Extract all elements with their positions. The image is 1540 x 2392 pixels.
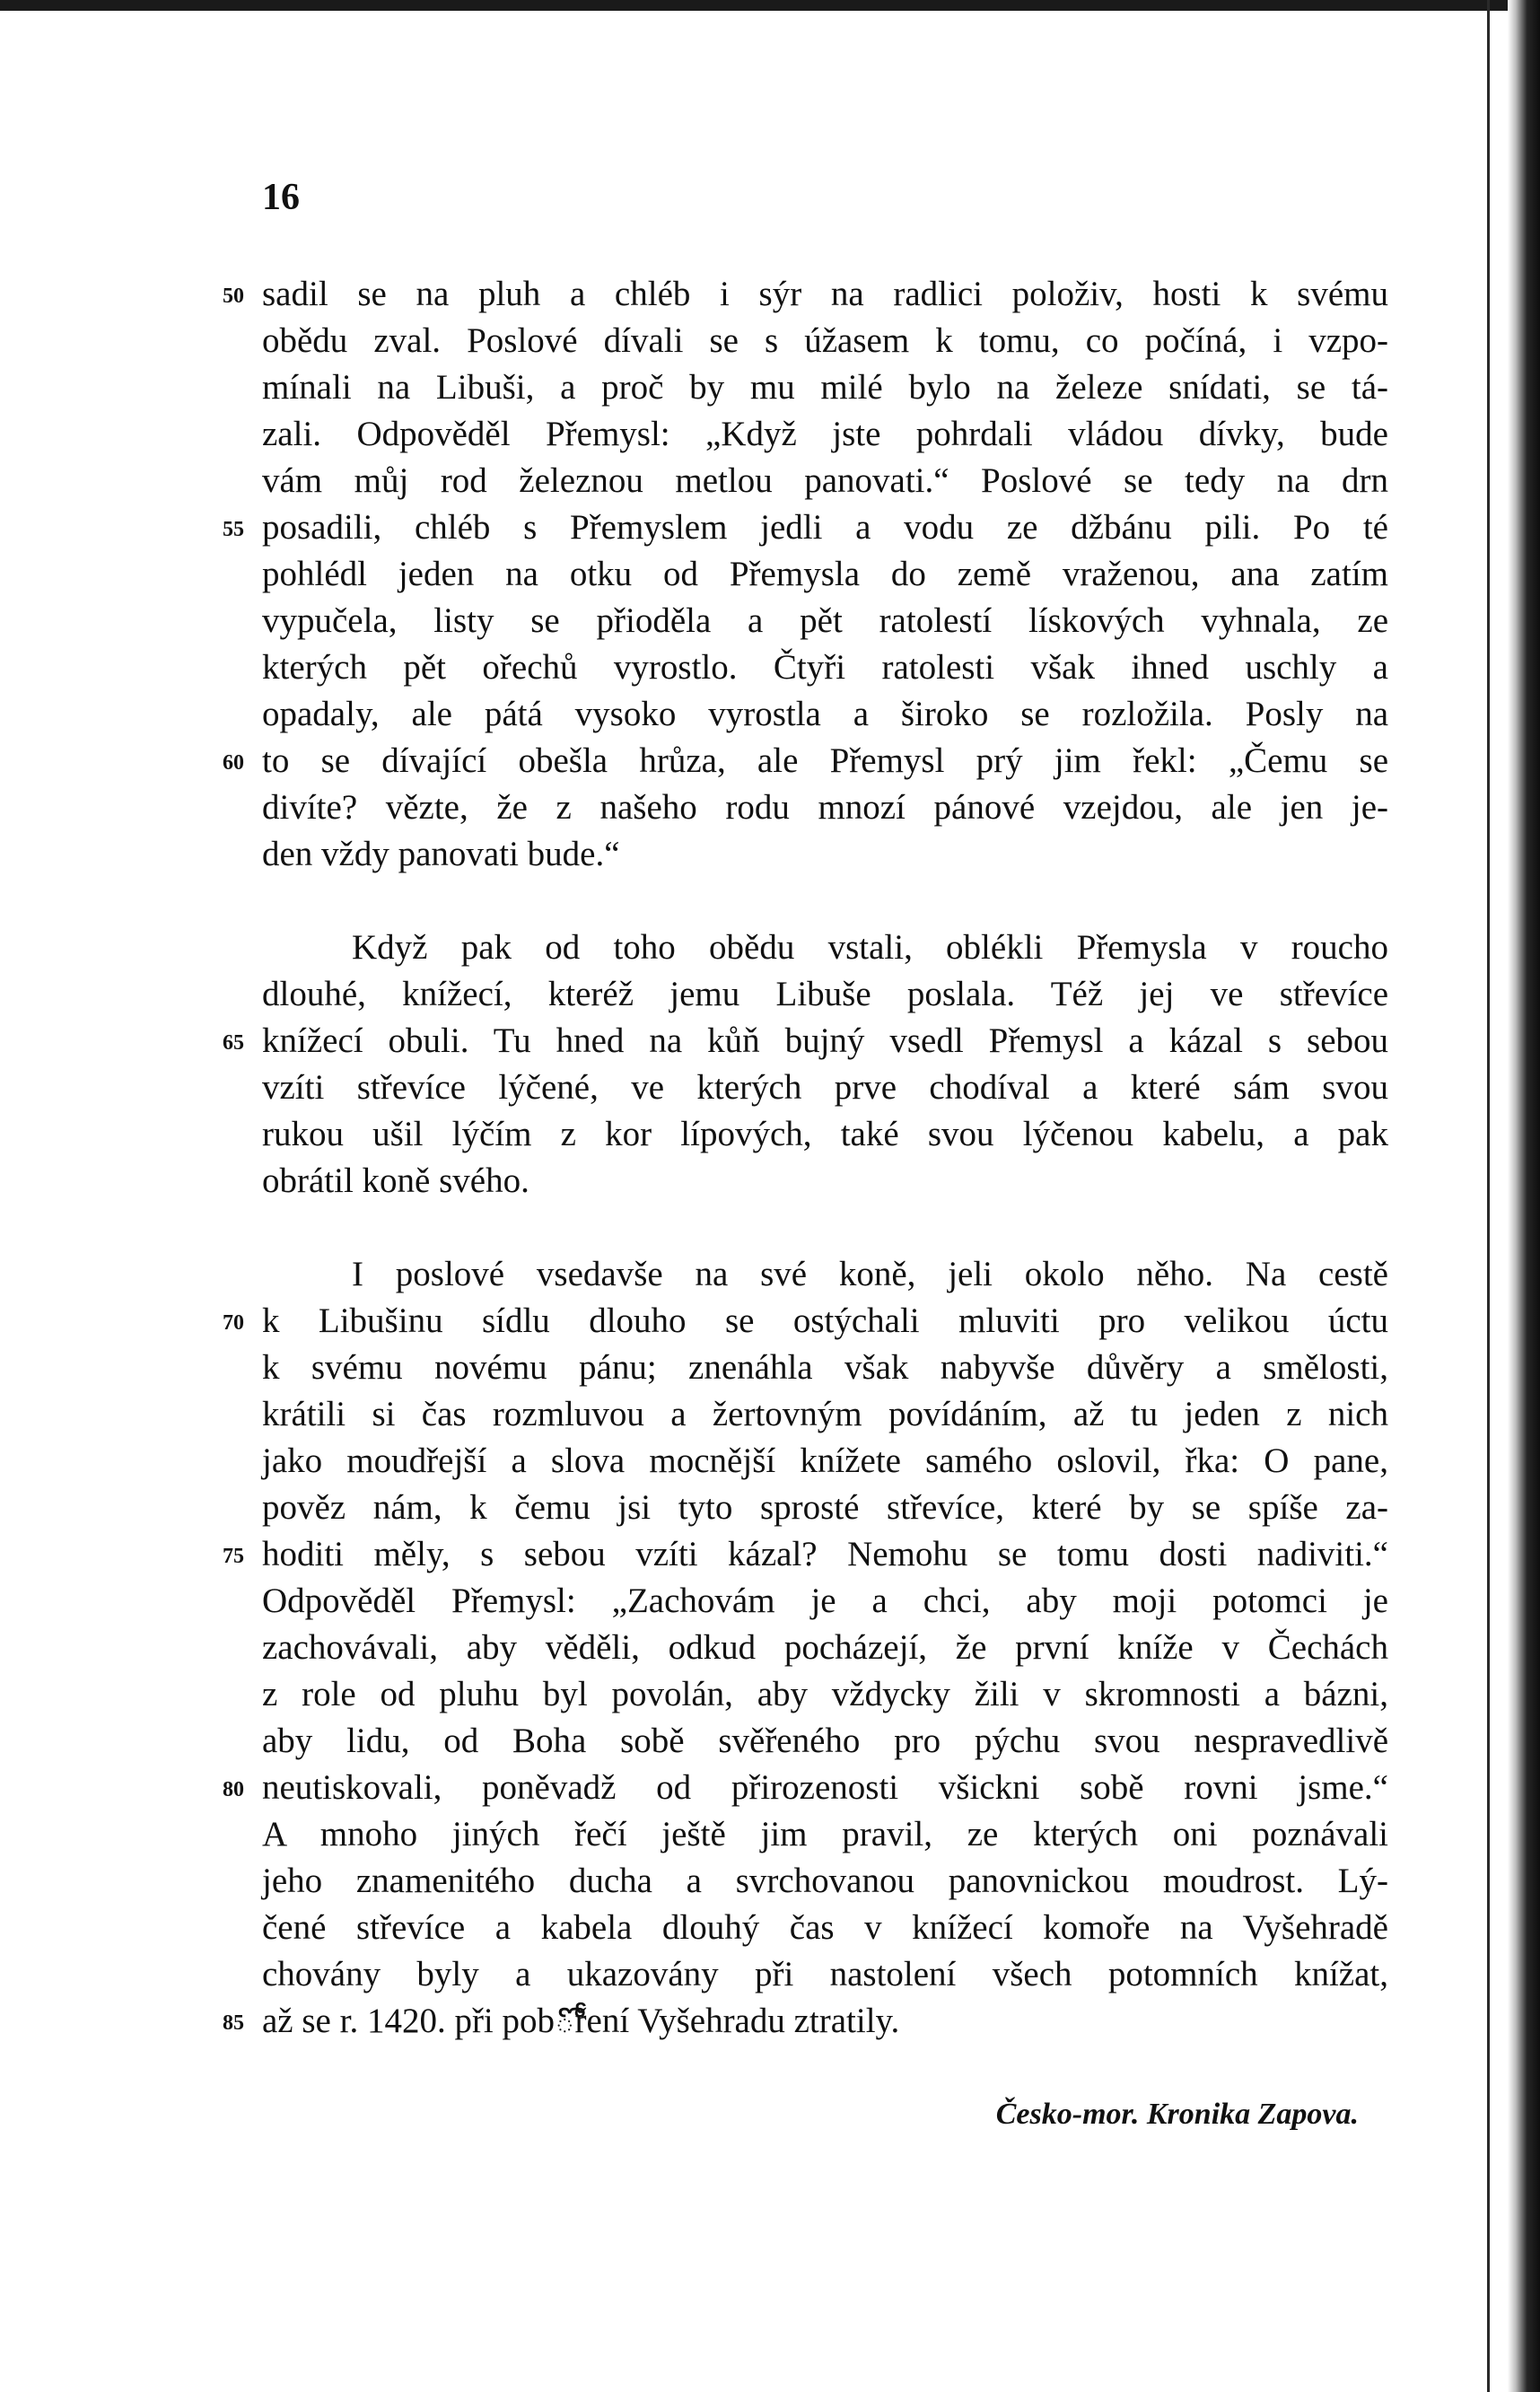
text-line: obědu zval. Poslové dívali se s úžasem k tomu, co počíná, i vzpo- xyxy=(262,321,1388,360)
text-line: A mnoho jiných řečí ještě jim pravil, ze kterých oni poznávali xyxy=(262,1815,1388,1853)
margin-line-number: 85 xyxy=(223,2011,244,2035)
text-line: vypučela, listy se přioděla a pět ratolestí lískových vyhnala, ze xyxy=(262,601,1388,640)
text-line: knížecí obuli. Tu hned na kůň bujný vsedl Přemysl a kázal s sebou xyxy=(262,1021,1388,1060)
text-line: opadaly, ale pátá vysoko vyrostla a široko se rozložila. Posly na xyxy=(262,695,1388,733)
margin-line-number: 55 xyxy=(223,518,244,541)
scan-right-border xyxy=(1508,0,1540,2392)
page-number: 16 xyxy=(262,177,300,218)
text-line: jeho znamenitého ducha a svrchovanou panovnickou moudrost. Lý- xyxy=(262,1862,1388,1900)
margin-line-number: 75 xyxy=(223,1545,244,1568)
text-line: posadili, chléb s Přemyslem jedli a vodu ze džbánu pili. Po té xyxy=(262,508,1388,547)
text-line: zali. Odpověděl Přemysl: „Když jste pohrdali vládou dívky, bude xyxy=(262,415,1388,453)
text-line: aby lidu, od Boha sobě svěřeného pro pýchu svou nespravedlivě xyxy=(262,1722,1388,1760)
text-line: kterých pět ořechů vyrostlo. Čtyři ratolesti však ihned uschly a xyxy=(262,648,1388,687)
text-line: jako moudřejší a slova mocnější knížete samého oslovil, řka: O pane, xyxy=(262,1441,1388,1480)
text-line: zachovávali, aby věděli, odkud pocházejí, že první kníže v Čechách xyxy=(262,1628,1388,1667)
text-line: obrátil koně svého. xyxy=(262,1161,529,1200)
text-line: to se dívající obešla hrůza, ale Přemysl prý jim řekl: „Čemu se xyxy=(262,741,1388,780)
margin-line-number: 70 xyxy=(223,1311,244,1335)
text-line: pohlédl jeden na otku od Přemysla do země vraženou, ana zatím xyxy=(262,555,1388,593)
text-line: hoditi měly, s sebou vzíti kázal? Nemohu se tomu dosti nadiviti.“ xyxy=(262,1535,1388,1573)
text-line: pověz nám, k čemu jsi tyto sprosté střevíce, které by se spíše za- xyxy=(262,1488,1388,1527)
text-line: k svému novému pánu; znenáhla však nabyvše důvěry a smělosti, xyxy=(262,1348,1388,1387)
margin-line-number: 65 xyxy=(223,1031,244,1055)
text-line: vám můj rod železnou metlou panovati.“ Poslové se tedy na drn xyxy=(262,461,1388,500)
text-line: divíte? vězte, že z našeho rodu mnozí pánové vzejdou, ale jen je- xyxy=(262,788,1388,827)
text-line: den vždy panovati bude.“ xyxy=(262,835,620,873)
text-line: dlouhé, knížecí, kteréž jemu Libuše poslala. Též jej ve střevíce xyxy=(262,975,1388,1013)
text-line: chovány byly a ukazovány při nastolení všech potomních knížat, xyxy=(262,1955,1388,1993)
margin-line-number: 60 xyxy=(223,751,244,775)
text-line: čené střevíce a kabela dlouhý čas v knížecí komoře na Vyšehradě xyxy=(262,1908,1388,1947)
text-line: k Libušinu sídlu dlouho se ostýchali mluviti pro velikou úctu xyxy=(262,1301,1388,1340)
margin-line-number: 80 xyxy=(223,1778,244,1801)
text-line: I poslové vsedavše na své koně, jeli okolo něho. Na cestě xyxy=(352,1255,1388,1293)
text-line: Odpověděl Přemysl: „Zachovám je a chci, aby moji potomci je xyxy=(262,1582,1388,1620)
margin-line-number: 50 xyxy=(223,285,244,308)
text-line: rukou ušil lýčím z kor lípových, také svou lýčenou kabelu, a pak xyxy=(262,1115,1388,1153)
text-line: Když pak od toho obědu vstali, oblékli Přemysla v roucho xyxy=(352,928,1388,967)
text-line: krátili si čas rozmluvou a žertovným povídáním, až tu jeden z nich xyxy=(262,1395,1388,1433)
text-line: z role od pluhu byl povolán, aby vždycky žili v skromnosti a bázni, xyxy=(262,1675,1388,1713)
scan-page-edge xyxy=(1487,0,1490,2392)
text-line: mínali na Libuši, a proč by mu milé bylo na železe snídati, se tá- xyxy=(262,368,1388,407)
text-line: neutiskovali, poněvadž od přirozenosti všickni sobě rovni jsme.“ xyxy=(262,1768,1388,1807)
text-line: až se r. 1420. při pobోření Vyšehradu ztratily. xyxy=(262,2002,900,2040)
text-line: vzíti střevíce lýčené, ve kterých prve chodíval a které sám svou xyxy=(262,1068,1388,1107)
text-line: sadil se na pluh a chléb i sýr na radlici položiv, hosti k svému xyxy=(262,275,1388,313)
source-citation: Česko-mor. Kronika Zapova. xyxy=(995,2098,1359,2131)
